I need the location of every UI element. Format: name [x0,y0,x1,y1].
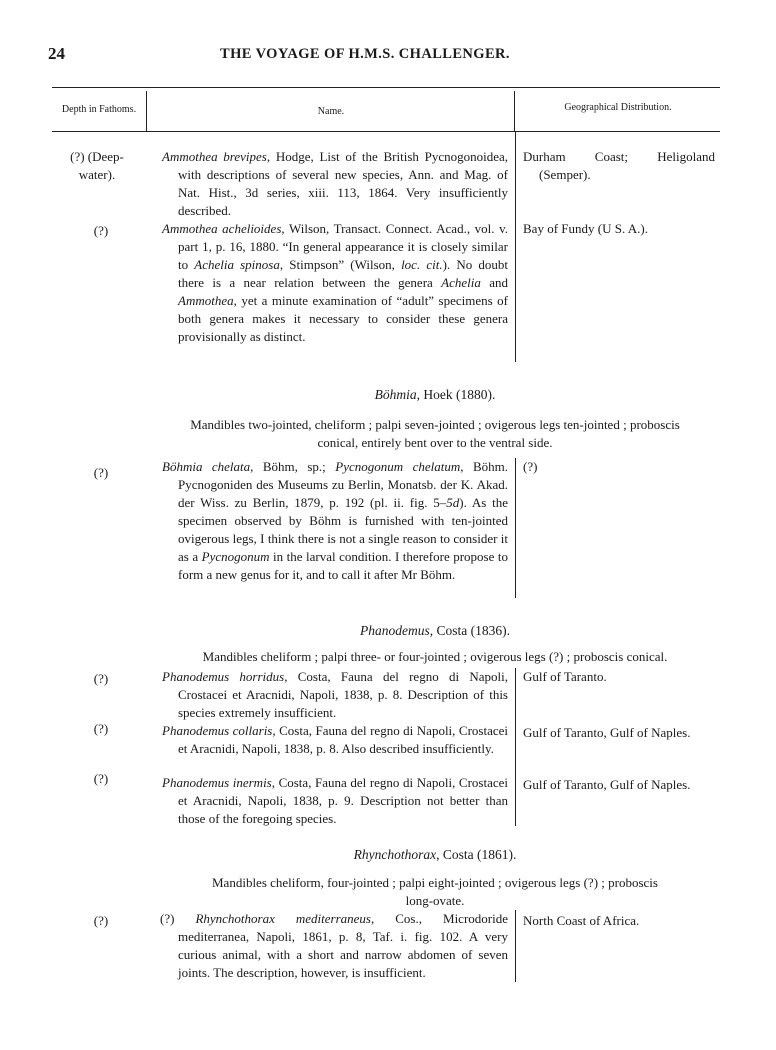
citation-text: and [480,275,508,290]
species-name: Pycnogonum chelatum [335,459,461,474]
genus-name: Rhynchothorax [353,847,437,862]
entry-depth: (?) [93,223,109,238]
distribution-text: North Coast of Africa. [523,913,640,928]
genus-author: , Costa (1836). [429,623,510,638]
entry-phanodemus-inermis [162,774,508,828]
entry-depth: (?) (Deep-water). [70,149,124,182]
distribution-text: Bay of Fundy (U S. A.). [523,221,648,236]
genus-title-phanodemus [150,622,720,640]
genus-name: Böhmia [374,387,417,402]
column-divider [515,132,516,362]
column-header-distribution: Geographical Distribution. [564,102,672,113]
distribution-text: Gulf of Taranto, Gulf of Naples. [523,777,691,792]
citation-text: , Böhm. Pycnogoniden des Museums zu Berlin, Monatsb. der K. Akad. der Wiss. zu Berlin, 1879, p. 192 (pl. ii. fig. 5– [178,459,508,510]
entry-depth: (?) [93,913,109,928]
running-title: THE VOYAGE OF H.M.S. CHALLENGER. [220,46,510,62]
entry-distribution [523,776,715,794]
entry-depth: (?) [93,721,109,736]
distribution-text: Gulf of Taranto, Gulf of Naples. [523,725,691,740]
species-name: Ammothea achelioides [162,221,282,236]
species-name: Ammothea brevipes [162,149,267,164]
citation-text: , Stimpson” (Wilson, [279,257,402,272]
citation-text: , Costa, Fauna del regno di Napoli, Crostacei et Aracnidi, Napoli, 1838, p. 9. Description not better than those of the foregoing species. [178,775,508,826]
genus-diagnosis-bohmia: Mandibles two-jointed, cheliform ; palpi seven-jointed ; ovigerous legs ten-jointed ; proboscis conical, entirely bent over to the ventral side. [190,417,680,450]
genus-name: Phanodemus [360,623,430,638]
species-name: Phanodemus horridus [162,669,285,684]
species-name: Böhmia chelata [162,459,251,474]
genus-author: , Costa (1861). [436,847,517,862]
citation-text: , Böhm, sp.; [250,459,336,474]
genus-diagnosis-phanodemus: Mandibles cheliform ; palpi three- or four-jointed ; ovigerous legs (?) ; proboscis conical. [202,649,668,664]
page-number: 24 [48,44,65,63]
column-rule-name-geo [514,91,515,131]
entry-rhynchothorax-mediterraneus [148,910,508,982]
genus-name: Pycnogonum [201,549,270,564]
column-divider [515,458,516,598]
citation-text: , yet a minute examination of “adult” specimens of both genera makes it necessary to consider these genera provisionally as distinct. [178,293,508,344]
column-header-depth: Depth in Fathoms. [61,104,137,115]
table-top-rule [52,87,720,88]
page-header [48,44,728,68]
query-mark: (?) [160,911,196,926]
column-rule-depth-name [146,91,147,131]
citation-text: in the larval condition. I therefore propose to form a new genus for it, and to call it after Mr Böhm. [178,549,509,582]
entry-bohmia-chelata [162,458,508,584]
entry-depth: (?) [93,771,109,786]
species-name: Achelia spinosa [194,257,280,272]
column-divider [515,668,516,826]
genus-name: Achelia [441,275,481,290]
genus-author: , Hoek (1880). [416,387,496,402]
column-header-name: Name. [317,106,345,117]
header-bottom-rule [52,131,720,132]
entry-ammothea-brevipes [162,148,508,220]
citation-text: , Cos., Microdoride mediterranea, Napoli, 1861, p. 8, Taf. i. fig. 102. A very curious animal, with a short and narrow abdomen of seven joints. The description, however, is insufficient. [178,911,508,980]
figure-reference: 5d [446,495,460,510]
entry-depth: (?) [93,465,109,480]
column-divider [515,910,516,982]
entry-distribution [523,458,715,476]
genus-diagnosis-rhynchothorax: Mandibles cheliform, four-jointed ; palpi eight-jointed ; ovigerous legs (?) ; proboscis long-ovate. [212,875,658,908]
citation-text: , Costa, Fauna del regno di Napoli, Crostacei et Aracnidi, Napoli, 1838, p. 8. Description of this species extremely insufficient. [178,669,509,720]
entry-phanodemus-horridus [162,668,508,722]
entry-phanodemus-collaris [162,722,508,758]
citation-text: ). As the specimen observed by Böhm is furnished with ten-jointed ovigerous legs, I think there is not a single reason to consider it as a [178,495,508,564]
genus-title-rhynchothorax [150,846,720,864]
species-name: Phanodemus inermis [162,775,272,790]
distribution-text: (?) [523,459,538,474]
distribution-text: Gulf of Taranto. [523,669,607,684]
entry-distribution [523,220,715,238]
distribution-text: Durham Coast; Heligoland (Semper). [523,149,715,182]
genus-name: Ammothea [178,293,234,308]
species-name: Phanodemus collaris [162,723,273,738]
entry-distribution [523,668,715,686]
entry-distribution [523,912,715,930]
entry-distribution [523,724,715,742]
citation-text: , Costa, Fauna del regno di Napoli, Crostacei et Aracnidi, Napoli, 1838, p. 8. Also described insufficiently. [178,723,508,756]
entry-depth: (?) [93,671,109,686]
species-name: Rhynchothorax mediterraneus [195,911,371,926]
entry-ammothea-achelioides [162,220,508,346]
entry-distribution [523,148,715,184]
genus-title-bohmia [150,386,720,404]
citation-text: , Hodge, List of the British Pycnogonoidea, with descriptions of several new species, Ann. and Mag. of Nat. Hist., 3d series, xiii. 113, 1864. Very insufficiently described. [178,149,508,218]
citation-text: ). No doubt there is a near relation between the genera [178,257,508,290]
citation-reference: loc. cit. [401,257,443,272]
citation-text: , Wilson, Transact. Connect. Acad., vol. v. part 1, p. 16, 1880. “In general appearance it is closely similar to [178,221,508,272]
